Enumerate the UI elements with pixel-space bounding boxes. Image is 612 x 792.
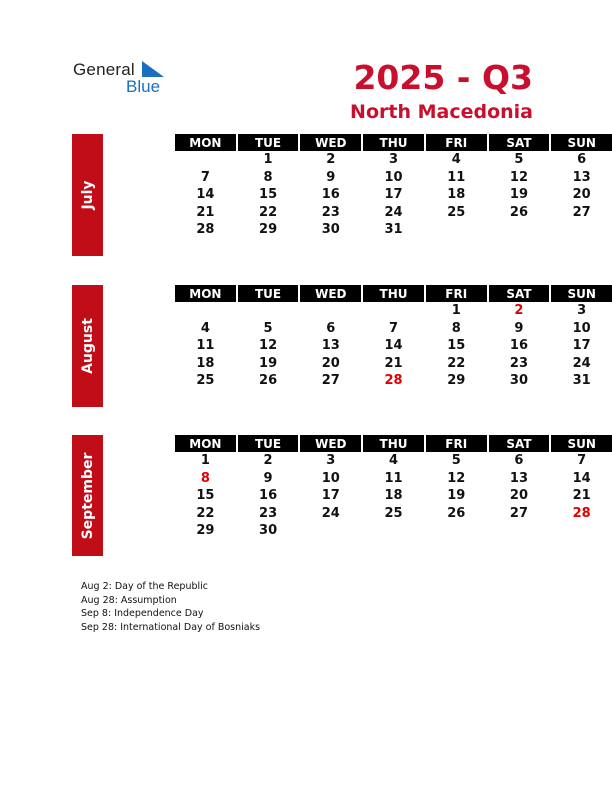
day-cell: 14 xyxy=(196,187,215,202)
holiday-note: Sep 8: Independence Day xyxy=(81,608,204,619)
day-cell: 19 xyxy=(509,187,528,202)
weekday-header: SAT xyxy=(489,435,550,452)
day-cell: 3 xyxy=(577,303,587,318)
month-side-bar xyxy=(72,285,103,407)
day-cell: 31 xyxy=(384,222,403,237)
logo xyxy=(73,60,161,96)
weekday-header: SUN xyxy=(551,435,612,452)
day-cell: 25 xyxy=(447,204,466,220)
day-cell: 23 xyxy=(321,204,340,220)
weekday-header: TUE xyxy=(238,134,299,151)
day-cell: 30 xyxy=(259,523,278,538)
day-cell: 13 xyxy=(572,169,591,185)
day-cell: 26 xyxy=(259,373,278,388)
day-cell: 17 xyxy=(572,338,591,353)
day-cell xyxy=(300,302,361,320)
day-cell: 12 xyxy=(259,338,278,353)
weekday-header: SAT xyxy=(489,134,550,151)
day-cell: 13 xyxy=(321,338,340,353)
holiday-note: Aug 2: Day of the Republic xyxy=(81,581,209,592)
day-cell: 10 xyxy=(384,169,403,185)
day-cell: 7 xyxy=(577,453,587,468)
day-cell: 21 xyxy=(572,488,591,503)
weekday-header: TUE xyxy=(238,435,299,452)
day-cell: 4 xyxy=(451,152,461,167)
day-cell: 20 xyxy=(572,187,591,202)
day-cell: 25 xyxy=(196,373,215,388)
day-cell: 7 xyxy=(388,320,399,336)
weekday-header: THU xyxy=(363,435,424,452)
day-cell: 9 xyxy=(263,470,273,486)
day-cell: 21 xyxy=(384,355,403,371)
day-cell: 6 xyxy=(514,453,524,468)
day-cell: 6 xyxy=(326,320,336,336)
week-row xyxy=(175,452,612,470)
day-cell: 20 xyxy=(509,488,528,503)
day-cell: 29 xyxy=(447,373,466,388)
day-cell: 15 xyxy=(196,488,215,503)
month-grid xyxy=(175,134,612,239)
day-cell: 23 xyxy=(259,505,278,521)
weekday-header: WED xyxy=(300,435,361,452)
month-name: August xyxy=(79,318,96,374)
day-cell: 29 xyxy=(196,523,215,538)
holiday-day-cell: 8 xyxy=(200,470,210,486)
day-cell: 25 xyxy=(384,505,403,521)
day-cell: 14 xyxy=(384,338,403,353)
weekday-header: MON xyxy=(175,435,236,452)
week-row xyxy=(175,186,612,204)
weekday-header: MON xyxy=(175,285,236,302)
logo-triangle-icon xyxy=(142,61,164,77)
day-cell: 22 xyxy=(259,204,278,220)
day-cell: 10 xyxy=(321,470,340,486)
week-row xyxy=(175,355,612,373)
month-name: July xyxy=(79,180,96,210)
weekday-header: WED xyxy=(300,285,361,302)
day-cell: 1 xyxy=(200,453,210,468)
day-cell: 8 xyxy=(451,320,461,336)
weekday-header-row xyxy=(175,285,612,302)
day-cell: 19 xyxy=(447,488,466,503)
holiday-day-cell: 2 xyxy=(514,303,524,318)
week-row xyxy=(175,372,612,390)
logo-word-general: General xyxy=(73,60,135,79)
day-cell: 24 xyxy=(572,355,591,371)
weekday-header: FRI xyxy=(426,435,487,452)
day-cell: 11 xyxy=(447,169,466,185)
day-cell: 24 xyxy=(321,505,340,521)
day-cell: 1 xyxy=(263,152,273,167)
holiday-day-cell: 28 xyxy=(572,505,591,521)
day-cell: 2 xyxy=(263,453,273,468)
country-name: North Macedonia xyxy=(350,101,533,123)
day-cell: 1 xyxy=(451,303,461,318)
month-grid xyxy=(175,435,612,540)
day-cell: 9 xyxy=(326,169,336,185)
weekday-header-row xyxy=(175,435,612,452)
holiday-notes xyxy=(81,580,260,634)
week-row xyxy=(175,151,612,169)
day-cell: 2 xyxy=(326,152,336,167)
day-cell: 31 xyxy=(572,373,591,388)
day-cell: 19 xyxy=(259,355,278,371)
day-cell: 15 xyxy=(259,187,278,202)
day-cell: 17 xyxy=(384,187,403,202)
day-cell: 18 xyxy=(196,355,215,371)
day-cell: 8 xyxy=(263,169,273,185)
day-cell: 14 xyxy=(572,470,591,486)
day-cell: 15 xyxy=(447,338,466,353)
weekday-header: THU xyxy=(363,285,424,302)
weekday-header: THU xyxy=(363,134,424,151)
weekday-header: TUE xyxy=(238,285,299,302)
day-cell: 10 xyxy=(572,320,591,336)
day-cell: 30 xyxy=(509,373,528,388)
day-cell xyxy=(238,302,299,320)
logo-word-blue: Blue xyxy=(126,77,161,96)
day-cell: 6 xyxy=(577,152,587,167)
weekday-header: MON xyxy=(175,134,236,151)
day-cell xyxy=(551,522,612,540)
day-cell: 5 xyxy=(263,320,273,336)
weekday-header: SAT xyxy=(489,285,550,302)
day-cell xyxy=(426,522,487,540)
day-cell: 18 xyxy=(447,187,466,202)
day-cell: 27 xyxy=(572,204,591,220)
week-row xyxy=(175,470,612,488)
week-row xyxy=(175,320,612,338)
day-cell: 30 xyxy=(321,222,340,237)
holiday-note: Aug 28: Assumption xyxy=(81,594,177,606)
week-row xyxy=(175,337,612,355)
month-grid xyxy=(175,285,612,390)
day-cell xyxy=(489,522,550,540)
month-name: September xyxy=(79,452,96,539)
day-cell xyxy=(300,522,361,540)
day-cell: 21 xyxy=(196,204,215,220)
day-cell: 16 xyxy=(509,338,528,353)
day-cell: 16 xyxy=(321,187,340,202)
week-row xyxy=(175,302,612,320)
week-row xyxy=(175,487,612,505)
day-cell xyxy=(363,522,424,540)
weekday-header: FRI xyxy=(426,134,487,151)
day-cell: 5 xyxy=(514,152,524,167)
day-cell: 27 xyxy=(509,505,528,521)
holiday-note: Sep 28: International Day of Bosniaks xyxy=(81,621,261,633)
week-row xyxy=(175,522,612,540)
day-cell xyxy=(489,221,550,239)
week-row xyxy=(175,221,612,239)
week-row xyxy=(175,169,612,187)
day-cell: 18 xyxy=(384,488,403,503)
week-row xyxy=(175,505,612,523)
day-cell: 26 xyxy=(447,505,466,521)
day-cell: 28 xyxy=(196,222,215,237)
weekday-header: FRI xyxy=(426,285,487,302)
day-cell xyxy=(175,302,236,320)
day-cell: 13 xyxy=(509,470,528,486)
week-row xyxy=(175,204,612,222)
weekday-header-row xyxy=(175,134,612,151)
day-cell: 9 xyxy=(514,320,524,336)
day-cell: 22 xyxy=(447,355,466,371)
day-cell: 3 xyxy=(326,453,336,468)
day-cell: 11 xyxy=(384,470,403,486)
weekday-header: SUN xyxy=(551,285,612,302)
day-cell xyxy=(551,221,612,239)
day-cell: 7 xyxy=(200,169,210,185)
page-title: 2025 - Q3 xyxy=(353,58,533,97)
day-cell: 27 xyxy=(321,373,340,388)
day-cell: 22 xyxy=(196,505,215,521)
month-side-bar xyxy=(72,134,103,256)
day-cell: 4 xyxy=(200,320,210,336)
day-cell: 12 xyxy=(447,470,466,486)
day-cell xyxy=(175,151,236,169)
day-cell: 5 xyxy=(451,453,461,468)
day-cell: 3 xyxy=(388,152,399,167)
weekday-header: WED xyxy=(300,134,361,151)
weekday-header: SUN xyxy=(551,134,612,151)
holiday-day-cell: 28 xyxy=(384,373,403,388)
day-cell: 17 xyxy=(321,488,340,503)
day-cell: 24 xyxy=(384,204,403,220)
day-cell xyxy=(426,221,487,239)
day-cell: 26 xyxy=(509,204,528,220)
day-cell: 29 xyxy=(259,222,278,237)
day-cell: 4 xyxy=(388,453,399,468)
day-cell xyxy=(363,302,424,320)
day-cell: 23 xyxy=(509,355,528,371)
day-cell: 12 xyxy=(509,169,528,185)
day-cell: 16 xyxy=(259,488,278,503)
day-cell: 11 xyxy=(196,338,215,353)
day-cell: 20 xyxy=(321,355,340,371)
month-side-bar xyxy=(72,435,103,556)
